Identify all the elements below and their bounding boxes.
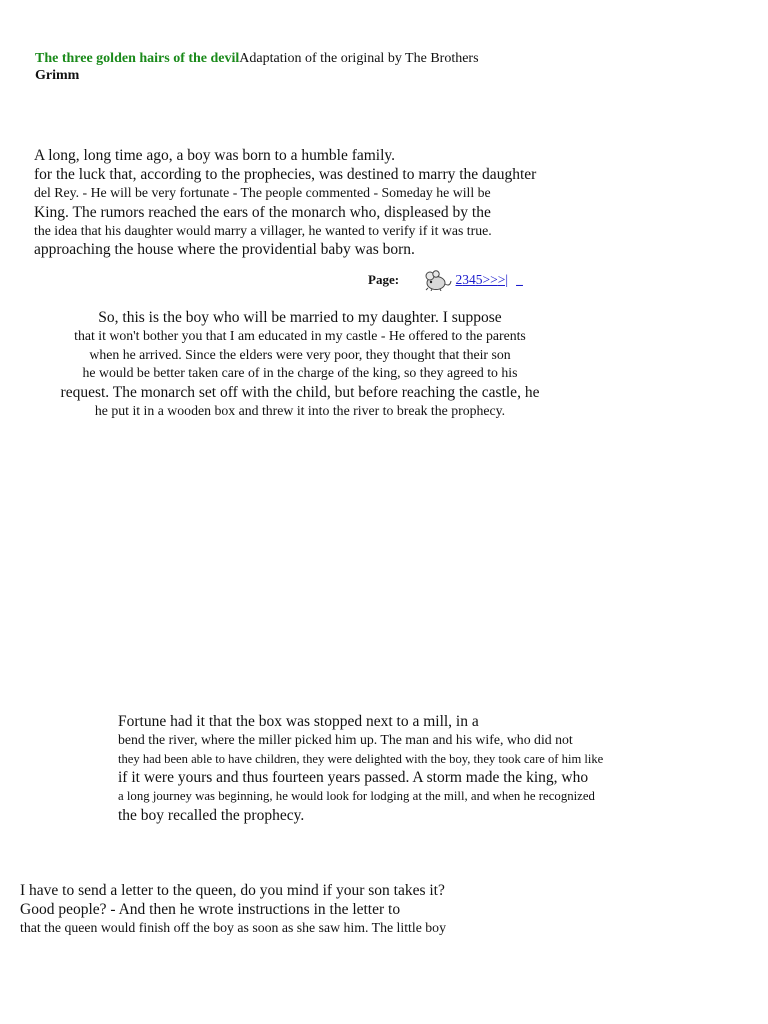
mouse-icon [422,269,452,291]
text-line: I have to send a letter to the queen, do you mind if your son takes it? [20,882,445,899]
pagination [368,268,523,291]
text-line: del Rey. - He will be very fortunate - The people commented - Someday he will be [34,185,491,200]
text-line: approaching the house where the providential baby was born. [34,241,415,258]
text-line: bend the river, where the miller picked him up. The man and his wife, who did not [118,732,573,747]
text-line: if it were yours and thus fourteen years passed. A storm made the king, who [118,769,589,786]
text-line: A long, long time ago, a boy was born to a humble family. [34,147,396,164]
story-byline: Adaptation of the original by The Brothers [239,51,479,66]
pagination-label: Page: [368,272,400,288]
text-line: he put it in a wooden box and threw it into the river to break the prophecy. [94,402,506,418]
text-line: he would be better taken care of in the charge of the king, so they agreed to his [82,365,518,380]
text-line: that it won't bother you that I am educated in my castle - He offered to the parents [74,328,526,343]
text-line: they had been able to have children, they were delighted with the boy, they took care of him like [118,751,604,766]
page-link-3[interactable]: 3 [462,272,470,288]
text-line: that the queen would finish off the boy as soon as she saw him. The little boy [20,920,446,935]
text-line: Fortune had it that the box was stopped next to a mill, in a [118,713,479,730]
document-header [35,50,479,68]
text-line: request. The monarch set off with the child, but before reaching the castle, he [60,383,540,401]
last-page-link[interactable]: >| [497,272,509,288]
paragraph-1 [34,146,536,259]
paragraph-4 [20,881,446,938]
page-link-4[interactable]: 4 [469,272,476,288]
text-line: a long journey was beginning, he would look for lodging at the mill, and when he recognized [118,789,595,803]
page-link-2[interactable]: 2 [455,272,463,288]
story-title: The three golden hairs of the devil [35,51,240,66]
text-line: Good people? - And then he wrote instructions in the letter to [20,901,401,918]
next-page-link[interactable]: >> [482,272,498,288]
text-line: the idea that his daughter would marry a villager, he wanted to verify if it was true. [34,222,492,238]
text-line: the boy recalled the prophecy. [118,806,305,824]
text-line: King. The rumors reached the ears of the monarch who, displeased by the [34,203,491,221]
paragraph-3 [118,712,603,825]
page-link-5[interactable]: 5 [475,272,483,288]
story-byline-continued: Grimm [35,68,80,83]
page-link-blank[interactable]: _ [516,272,523,288]
text-line: when he arrived. Since the elders were very poor, they thought that their son [89,346,511,362]
text-line: for the luck that, according to the prophecies, was destined to marry the daughter [34,166,537,183]
paragraph-2 [0,308,600,420]
text-line: So, this is the boy who will be married to my daughter. I suppose [98,309,502,326]
